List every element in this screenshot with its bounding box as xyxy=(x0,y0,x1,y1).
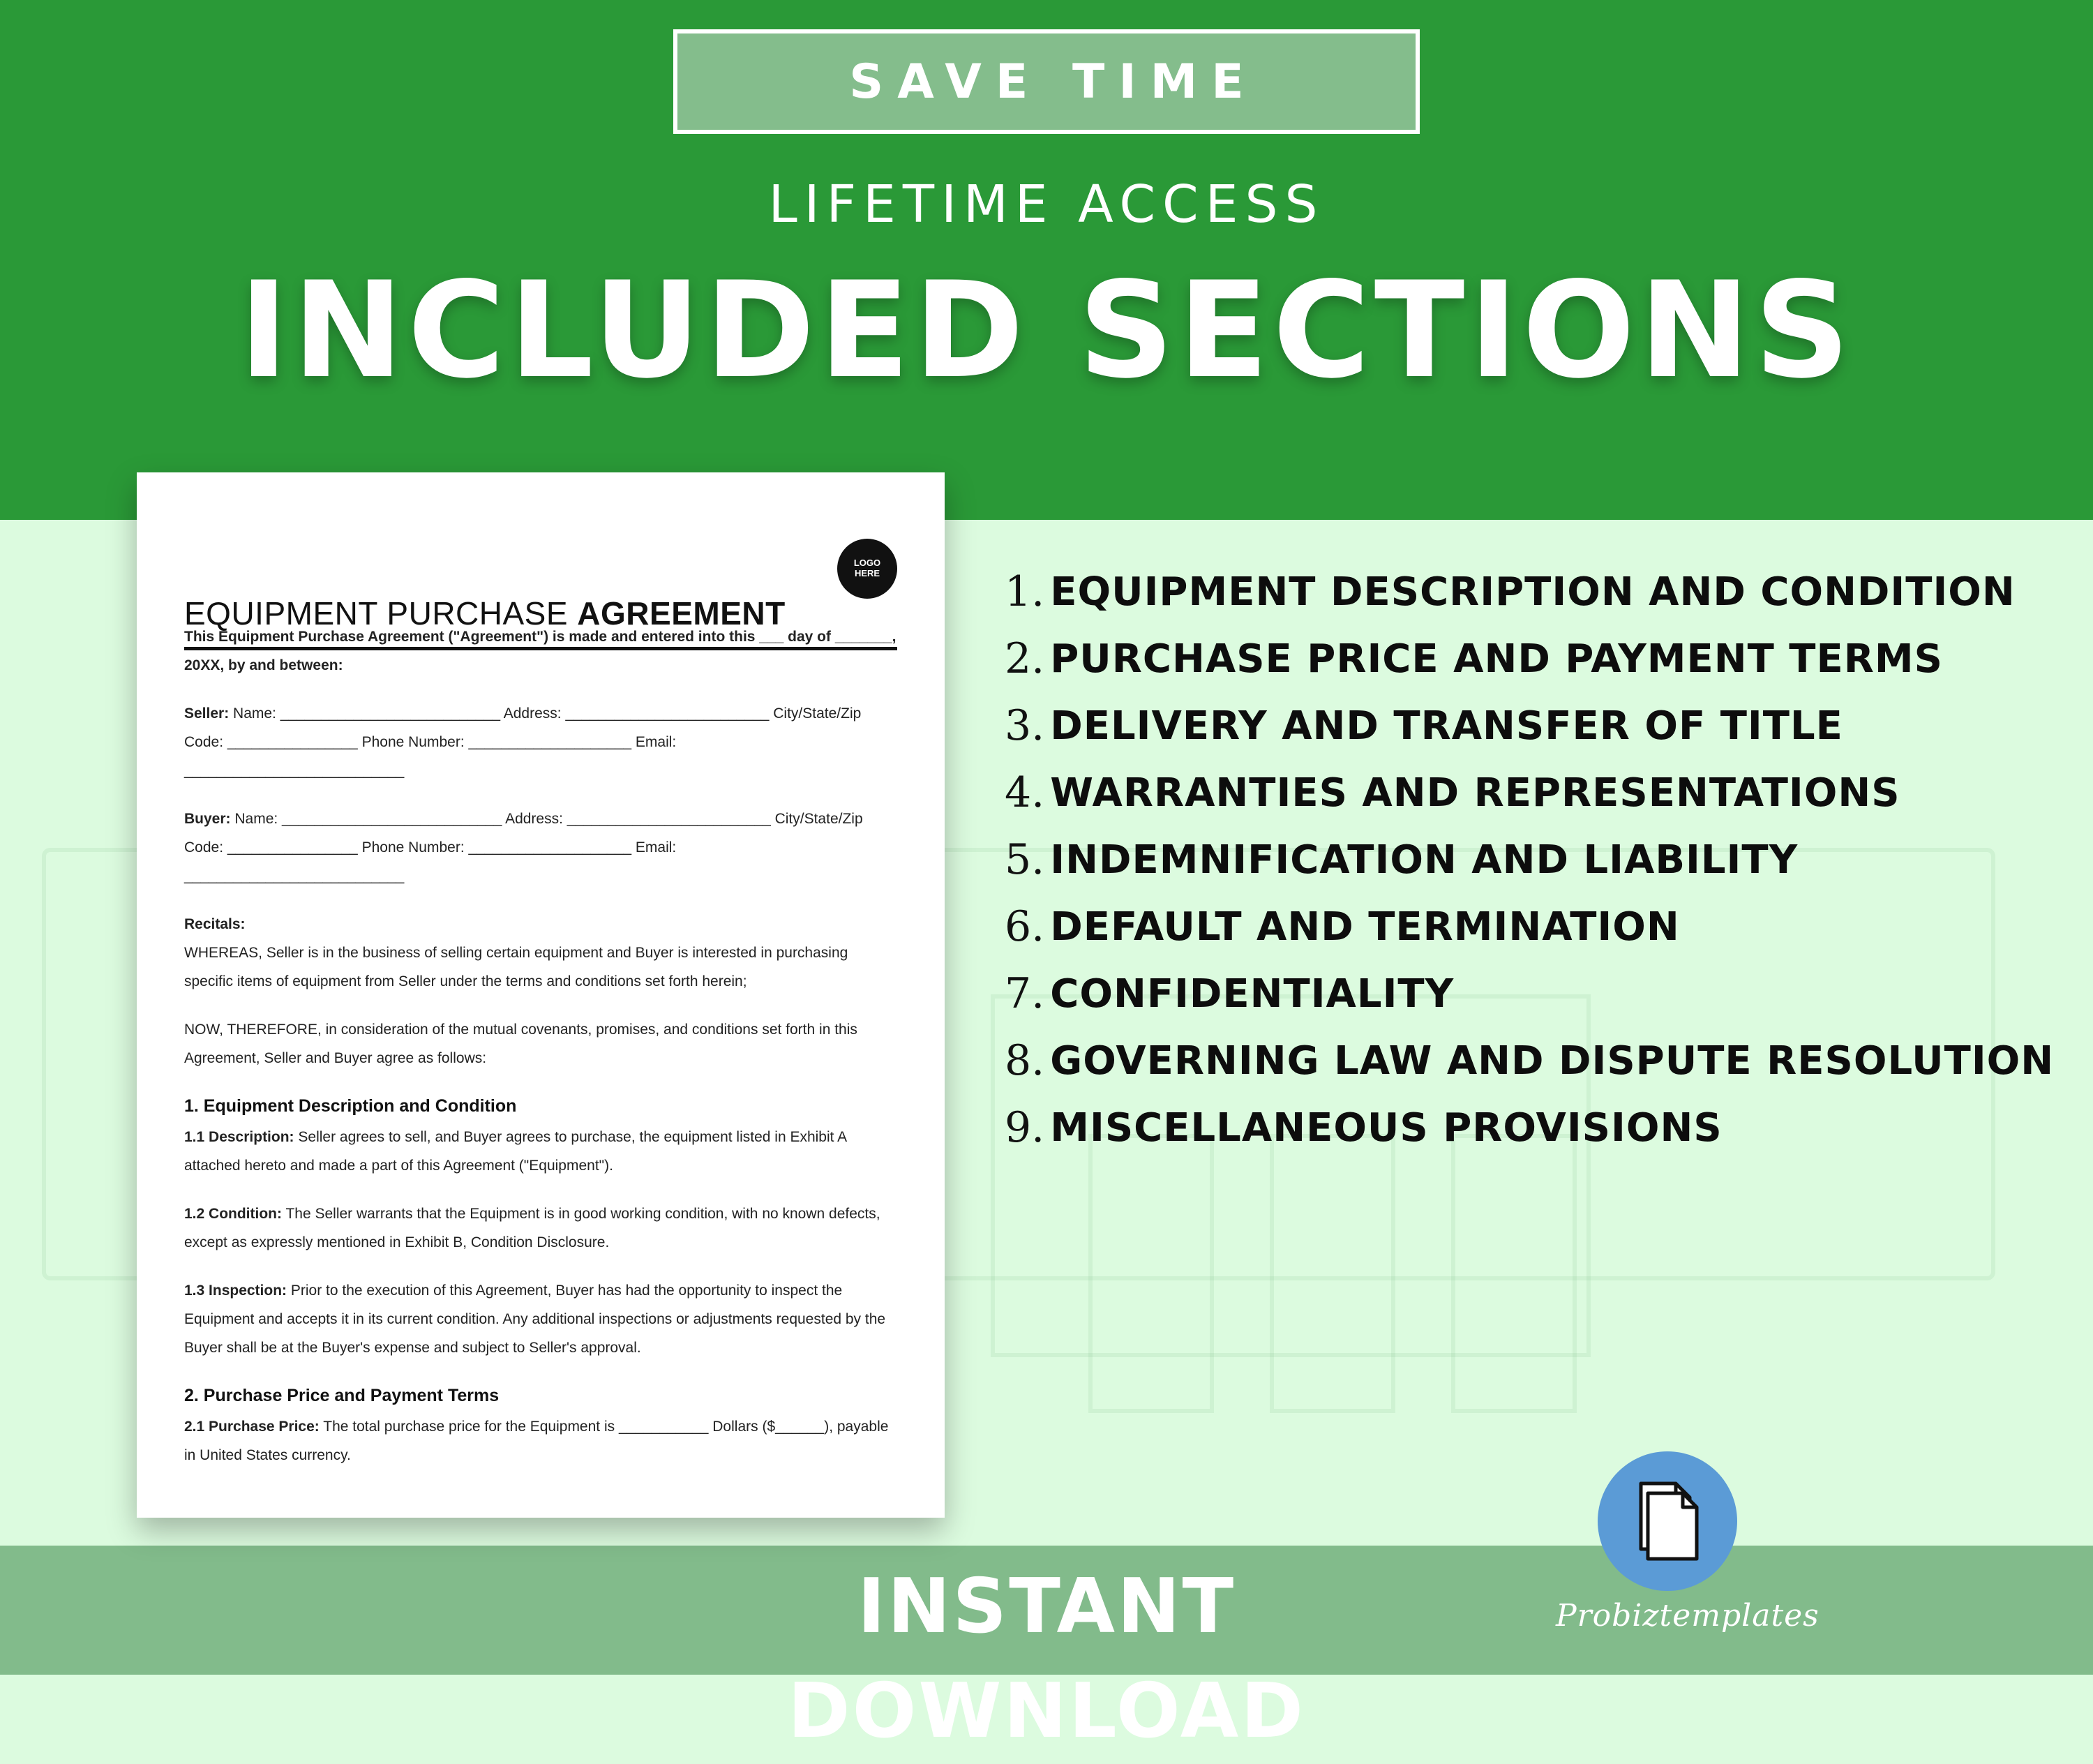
logo-placeholder xyxy=(837,539,897,599)
clause-2-1-label: 2.1 Purchase Price: xyxy=(184,1419,320,1435)
list-item xyxy=(1005,960,2079,1027)
seller-fields: Name: ___________________________ Address: _________________________ City/State/Zip Code: ________________ Phone Number: ____________________ Email: ___________________________ xyxy=(184,705,862,779)
list-item xyxy=(1005,692,2079,759)
clause-1-3-label: 1.3 Inspection: xyxy=(184,1283,287,1299)
brand-name: Probiztemplates xyxy=(1556,1598,1820,1634)
document-title-light: EQUIPMENT PURCHASE xyxy=(184,595,578,631)
buyer-paragraph xyxy=(184,805,897,890)
section-label: CONFIDENTIALITY xyxy=(1050,971,1455,1017)
section-label: DELIVERY AND TRANSFER OF TITLE xyxy=(1050,703,1843,749)
section-label: EQUIPMENT DESCRIPTION AND CONDITION xyxy=(1050,569,2016,615)
now-therefore-paragraph: NOW, THEREFORE, in consideration of the mutual covenants, promises, and conditions set forth in this Agreement, Seller and Buyer agree as follows: xyxy=(184,1022,857,1066)
list-item xyxy=(1005,759,2079,826)
clause-1-1-label: 1.1 Description: xyxy=(184,1129,294,1145)
section-1-heading: 1. Equipment Description and Condition xyxy=(184,1096,517,1116)
logo-line-1: LOGO xyxy=(853,558,881,569)
document-preview xyxy=(137,472,945,1518)
background-illustration xyxy=(1451,1134,1577,1413)
background-illustration xyxy=(1088,1134,1214,1413)
background-illustration xyxy=(1270,1134,1395,1413)
document-body xyxy=(184,622,897,1489)
section-2-heading: 2. Purchase Price and Payment Terms xyxy=(184,1386,500,1405)
included-sections-list xyxy=(1005,558,2079,1161)
clause-2-1 xyxy=(184,1412,897,1470)
list-item xyxy=(1005,1094,2079,1161)
list-item xyxy=(1005,625,2079,692)
list-item xyxy=(1005,1027,2079,1094)
section-number: 9. xyxy=(1005,1103,1045,1152)
section-label: PURCHASE PRICE AND PAYMENT TERMS xyxy=(1050,636,1943,682)
section-label: WARRANTIES AND REPRESENTATIONS xyxy=(1050,770,1900,816)
recitals-label: Recitals: xyxy=(184,916,246,932)
clause-1-3 xyxy=(184,1276,897,1362)
section-number: 3. xyxy=(1005,701,1045,750)
list-item xyxy=(1005,558,2079,625)
section-number: 2. xyxy=(1005,634,1045,683)
section-number: 8. xyxy=(1005,1036,1045,1085)
section-number: 5. xyxy=(1005,835,1045,884)
clause-2-1-text: The total purchase price for the Equipment is ___________ Dollars ($______), payable in United States currency. xyxy=(184,1419,889,1463)
instant-download-label: INSTANT DOWNLOAD xyxy=(787,1563,1306,1755)
clause-1-1-text: Seller agrees to sell, and Buyer agrees to purchase, the equipment listed in Exhibit A attached hereto and made a part of this Agreement ("Equipment"). xyxy=(184,1129,847,1174)
lifetime-access-subtitle: LIFETIME ACCESS xyxy=(768,174,1325,234)
seller-paragraph xyxy=(184,699,897,785)
intro-paragraph: This Equipment Purchase Agreement ("Agreement") is made and entered into this ___ day of _______, 20XX, by and between: xyxy=(184,629,897,673)
clause-1-3-text: Prior to the execution of this Agreement, Buyer has had the opportunity to inspect the Equipment and accepts it in its current condition. Any additional inspections or adjustments requested by the Buyer shall be at the Buyer's expense and subject to Seller's approval. xyxy=(184,1283,886,1356)
documents-icon xyxy=(1598,1451,1737,1591)
brand-logo xyxy=(1598,1451,1737,1591)
logo-line-2: HERE xyxy=(854,568,880,578)
section-number: 7. xyxy=(1005,969,1045,1018)
section-label: MISCELLANEOUS PROVISIONS xyxy=(1050,1105,1723,1151)
clause-1-1 xyxy=(184,1123,897,1180)
clause-1-2-text: The Seller warrants that the Equipment is in good working condition, with no known defects, except as expressly mentioned in Exhibit B, Condition Disclosure. xyxy=(184,1206,880,1250)
recitals-text: WHEREAS, Seller is in the business of selling certain equipment and Buyer is interested in purchasing specific items of equipment from Seller under the terms and conditions set forth herein; xyxy=(184,945,848,989)
buyer-fields: Name: ___________________________ Address: _________________________ City/State/Zip Code: ________________ Phone Number: ____________________ Email: ___________________________ xyxy=(184,811,863,884)
recitals-paragraph xyxy=(184,910,897,996)
clause-1-2 xyxy=(184,1199,897,1257)
buyer-label: Buyer: xyxy=(184,811,231,827)
list-item xyxy=(1005,826,2079,893)
section-label: INDEMNIFICATION AND LIABILITY xyxy=(1050,837,1799,883)
page-title: INCLUDED SECTIONS xyxy=(239,253,1854,408)
save-time-badge: SAVE TIME xyxy=(673,29,1420,134)
clause-1-2-label: 1.2 Condition: xyxy=(184,1206,282,1222)
document-title-bold: AGREEMENT xyxy=(577,595,786,631)
section-label: DEFAULT AND TERMINATION xyxy=(1050,904,1680,950)
section-number: 4. xyxy=(1005,768,1045,817)
section-label: GOVERNING LAW AND DISPUTE RESOLUTION xyxy=(1050,1038,2055,1084)
list-item xyxy=(1005,893,2079,960)
section-number: 1. xyxy=(1005,567,1045,616)
seller-label: Seller: xyxy=(184,705,230,722)
section-number: 6. xyxy=(1005,902,1045,951)
